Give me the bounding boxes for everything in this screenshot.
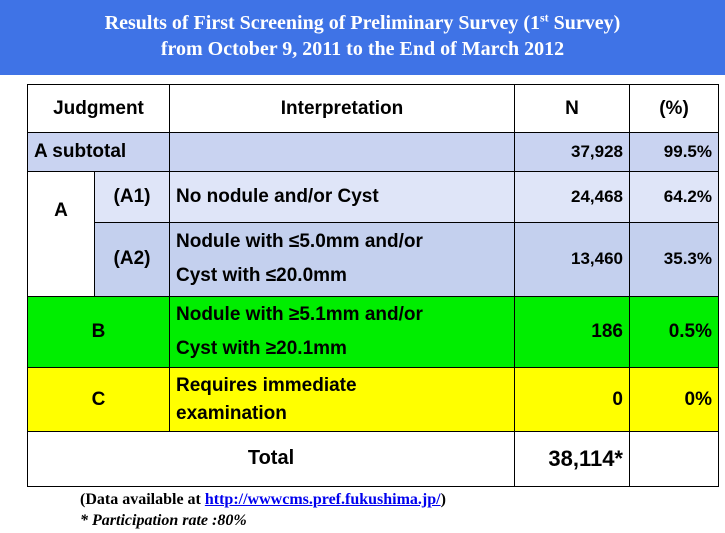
header-n: N [515,85,630,133]
a2-interpretation [170,223,515,297]
a2-pct: 35.3% [630,223,719,297]
a1-interpretation: No nodule and/or Cyst [170,171,515,222]
total-n: 38,114* [515,431,630,486]
header-pct: (%) [630,85,719,133]
a-subtotal-pct: 99.5% [630,133,719,172]
b-row [28,296,719,368]
results-table [27,84,719,487]
c-interpretation-line-2: examination [176,402,287,424]
a-subtotal-n: 37,928 [515,133,630,172]
a-subtotal-interpretation [170,133,515,172]
c-label: C [28,368,170,431]
c-n: 0 [515,368,630,431]
a1-pct: 64.2% [630,171,719,222]
a1-n: 24,468 [515,171,630,222]
data-source-link[interactable]: http://wwwcms.pref.fukushima.jp/ [204,491,441,508]
total-label: Total [28,431,515,486]
a2-code: (A2) [95,223,170,297]
a-subtotal-row [28,133,719,172]
a2-n: 13,460 [515,223,630,297]
a1-row [28,171,719,222]
data-source-suffix: ) [440,491,446,508]
total-pct [630,431,719,486]
title-line-1-prefix: Results of First Screening of Preliminary Survey (1 [104,12,540,34]
b-interpretation-line-2: Cyst with ≥20.1mm [176,338,347,359]
a2-interpretation-line-2: Cyst with ≤20.0mm [176,265,347,287]
b-interpretation-line-1: Nodule with ≥5.1mm and/or [176,304,423,325]
c-pct: 0% [630,368,719,431]
a2-interpretation-line-1: Nodule with ≤5.0mm and/or [176,231,423,253]
participation-rate-note: * Participation rate :80% [80,512,247,529]
total-row [28,431,719,486]
b-interpretation [170,296,515,368]
footnotes [80,489,446,531]
a2-row [28,223,719,297]
title-line-1 [0,10,725,36]
a-group-label: A [28,171,95,296]
data-source-note [80,489,446,510]
b-label: B [28,296,170,368]
a-subtotal-label: A subtotal [28,133,170,172]
data-source-prefix: (Data available at [80,491,205,508]
c-interpretation-line-1: Requires immediate [176,374,357,396]
b-pct: 0.5% [630,296,719,368]
c-row [28,368,719,431]
b-n: 186 [515,296,630,368]
header-interpretation: Interpretation [170,85,515,133]
title-line-2: from October 9, 2011 to the End of March 2012 [160,38,565,60]
title-line-1-suffix: Survey) [548,12,621,34]
a1-code: (A1) [95,171,170,222]
title-banner [0,0,725,75]
c-interpretation [170,368,515,431]
header-row [28,85,719,133]
title-superscript: st [539,10,549,25]
header-judgment: Judgment [28,85,170,133]
